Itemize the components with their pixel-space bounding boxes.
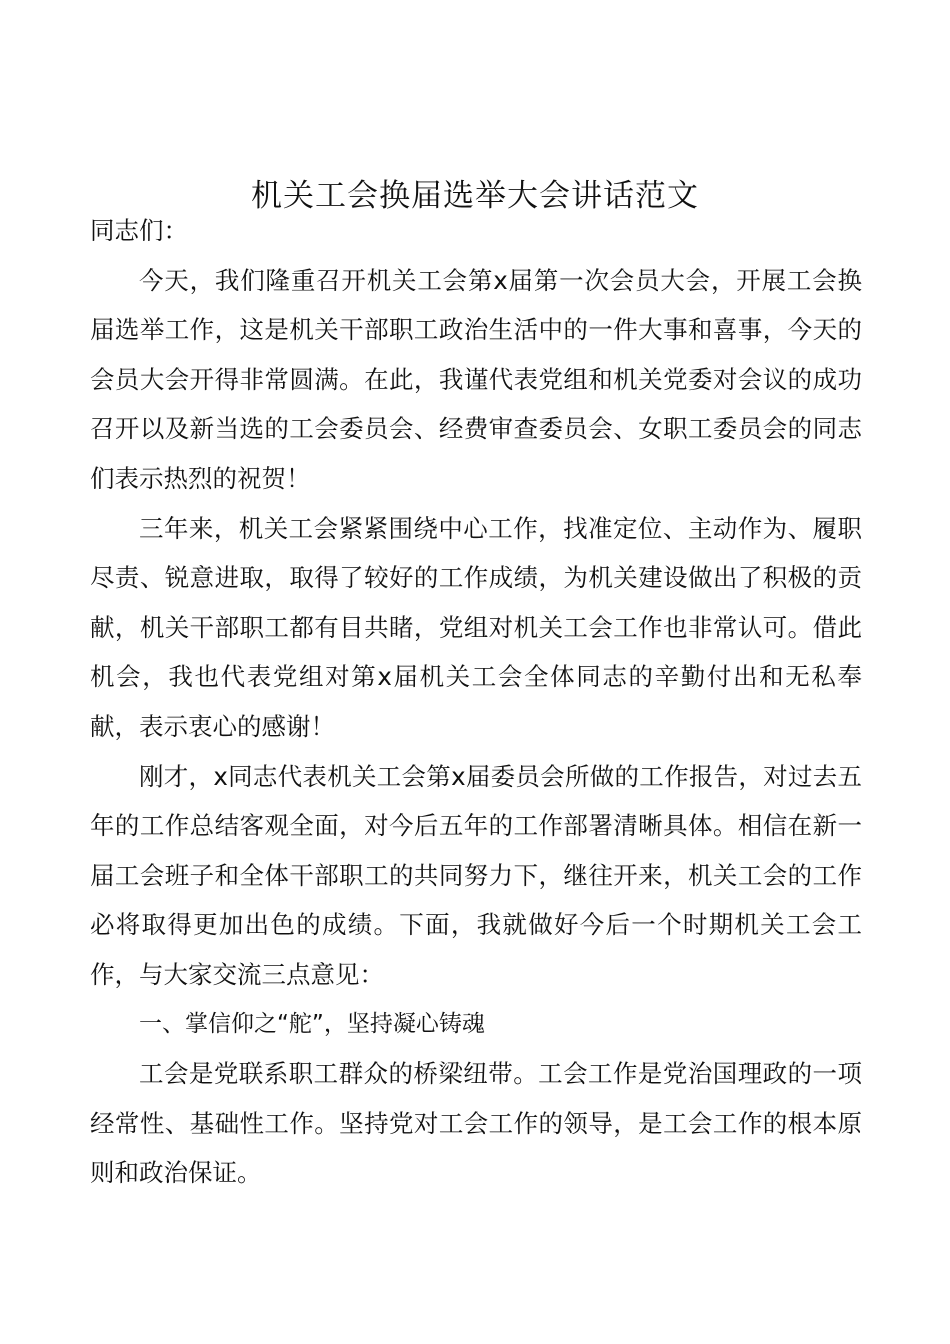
paragraph-achievements: 三年来，机关工会紧紧围绕中心工作，找准定位、主动作为、履职尽责、锐意进取，取得了较好的工作成绩，为机关建设做出了积极的贡献，机关干部职工都有目共睹，党组对机关工会工作也非常认可。借此机会，我也代表党组对第x届机关工会全体同志的辛勤付出和无私奉献，表示衷心的感谢！ bbox=[90, 513, 862, 741]
paragraph-opening: 今天，我们隆重召开机关工会第x届第一次会员大会，开展工会换届选举工作，这是机关干部职工政治生活中的一件大事和喜事，今天的会员大会开得非常圆满。在此，我谨代表党组和机关党委对会议的成功召开以及新当选的工会委员会、经费审查委员会、女职工委员会的同志们表示热烈的祝贺！ bbox=[90, 265, 862, 493]
paragraph-report: 刚才，x同志代表机关工会第x届委员会所做的工作报告，对过去五年的工作总结客观全面，对今后五年的工作部署清晰具体。相信在新一届工会班子和全体干部职工的共同努力下，继往开来，机关工会的工作必将取得更加出色的成绩。下面，我就做好今后一个时期机关工会工作，与大家交流三点意见： bbox=[90, 761, 862, 989]
salutation: 同志们： bbox=[90, 216, 188, 245]
document-body bbox=[90, 206, 862, 1198]
document-title: 机关工会换届选举大会讲话范文 bbox=[251, 178, 699, 214]
paragraph-section-one: 工会是党联系职工群众的桥梁纽带。工会工作是党治国理政的一项经常性、基础性工作。坚持党对工会工作的领导，是工会工作的根本原则和政治保证。 bbox=[90, 1059, 862, 1188]
section-heading: 一、掌信仰之“舵”，坚持凝心铸魂 bbox=[139, 1010, 485, 1037]
